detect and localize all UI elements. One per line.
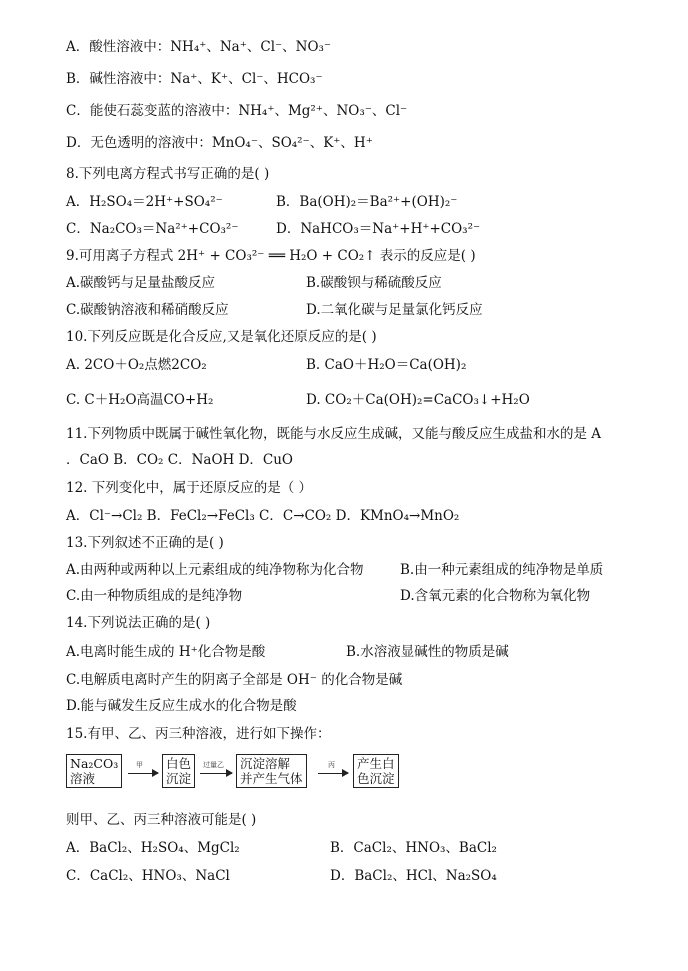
q11-stem: 11.下列物质中既属于碱性氧化物，既能与水反应生成碱，又能与酸反应生成盐和水的是 A [66, 426, 602, 442]
q8-option-d: D．NaHCO₃＝Na⁺+H⁺+CO₃²⁻ [276, 221, 481, 237]
flow-arrow2-label: 过量乙 [203, 761, 224, 769]
flow-box4-line1: 产生白 [357, 756, 395, 771]
flow-box3-line2: 并产生气体 [240, 771, 303, 786]
q11-options: ．CaO B．CO₂ C．NaOH D．CuO [66, 452, 293, 468]
q9-option-b: B.碳酸钡与稀硫酸反应 [306, 275, 442, 291]
q15-question: 则甲、乙、丙三种溶液可能是( ) [66, 812, 257, 828]
flow-arrow3-label: 丙 [328, 761, 335, 769]
flow-box-dissolve-gas [236, 754, 307, 788]
q15-flowchart [66, 750, 406, 798]
flow-box2-line1: 白色 [166, 756, 192, 771]
flow-arrow-1 [128, 773, 158, 774]
flow-box-white-precipitate-2 [353, 754, 399, 788]
flow-arrow1-label: 甲 [136, 761, 143, 769]
flow-box1-line2: 溶液 [70, 771, 96, 786]
q13-option-c: C.由一种物质组成的是纯净物 [66, 588, 243, 604]
q15-option-b: B．CaCl₂、HNO₃、BaCl₂ [330, 840, 497, 856]
flow-box-na2co3 [66, 754, 122, 788]
flow-box1-line1: Na₂CO₃ [70, 756, 119, 771]
q9-option-c: C.碳酸钠溶液和稀硝酸反应 [66, 302, 229, 318]
q8-option-c: C．Na₂CO₃＝Na²⁺+CO₃²⁻ [66, 221, 239, 237]
q9-option-d: D.二氧化碳与足量氯化钙反应 [306, 302, 483, 318]
flow-box4-line2: 色沉淀 [357, 771, 395, 786]
flow-box2-line2: 沉淀 [166, 771, 192, 786]
q13-stem: 13.下列叙述不正确的是( ) [66, 535, 224, 551]
q14-option-d: D.能与碱发生反应生成水的化合物是酸 [66, 698, 297, 714]
q10-option-b: B. CaO＋H₂O＝Ca(OH)₂ [306, 357, 467, 373]
q8-option-b: B．Ba(OH)₂＝Ba²⁺+(OH)₂⁻ [276, 194, 458, 210]
q13-option-d: D.含氧元素的化合物称为氧化物 [400, 588, 591, 604]
q7-option-a: A．酸性溶液中：NH₄⁺、Na⁺、Cl⁻、NO₃⁻ [66, 39, 332, 55]
q10-option-a: A. 2CO＋O₂点燃2CO₂ [66, 357, 207, 373]
flow-arrow-3 [318, 773, 348, 774]
flow-box3-line1: 沉淀溶解 [240, 756, 291, 771]
q9-stem: 9.可用离子方程式 2H⁺ + CO₃²⁻ ══ H₂O + CO₂↑ 表示的反应是( ) [66, 248, 476, 264]
q14-stem: 14.下列说法正确的是( ) [66, 615, 211, 631]
q7-option-c: C．能使石蕊变蓝的溶液中：NH₄⁺、Mg²⁺、NO₃⁻、Cl⁻ [66, 103, 408, 119]
q10-option-d: D. CO₂＋Ca(OH)₂=CaCO₃↓+H₂O [306, 392, 530, 408]
q12-stem: 12. 下列变化中，属于还原反应的是（ ） [66, 480, 313, 496]
q15-option-c: C．CaCl₂、HNO₃、NaCl [66, 868, 230, 884]
q10-stem: 10.下列反应既是化合反应,又是氧化还原反应的是( ) [66, 329, 377, 345]
q7-option-b: B．碱性溶液中：Na⁺、K⁺、Cl⁻、HCO₃⁻ [66, 71, 323, 87]
q8-option-a: A．H₂SO₄＝2H⁺+SO₄²⁻ [66, 194, 223, 210]
q9-option-a: A.碳酸钙与足量盐酸反应 [66, 275, 216, 291]
q13-option-b: B.由一种元素组成的纯净物是单质 [400, 562, 604, 578]
q15-stem: 15.有甲、乙、丙三种溶液，进行如下操作： [66, 726, 331, 742]
flow-box-white-precipitate [162, 754, 195, 788]
q14-option-b: B.水溶液显碱性的物质是碱 [346, 644, 509, 660]
q15-option-d: D．BaCl₂、HCl、Na₂SO₄ [330, 868, 497, 884]
q13-option-a: A.由两种或两种以上元素组成的纯净物称为化合物 [66, 562, 364, 578]
q10-option-c: C. C＋H₂O高温CO+H₂ [66, 392, 214, 408]
flow-arrow-2 [200, 773, 232, 774]
q8-stem: 8.下列电离方程式书写正确的是( ) [66, 166, 270, 182]
q12-options: A．Cl⁻→Cl₂ B．FeCl₂→FeCl₃ C．C→CO₂ D．KMnO₄→MnO₂ [66, 508, 460, 524]
q7-option-d: D．无色透明的溶液中：MnO₄⁻、SO₄²⁻、K⁺、H⁺ [66, 135, 373, 151]
q14-option-a: A.电离时能生成的 H⁺化合物是酸 [66, 644, 266, 660]
q14-option-c: C.电解质电离时产生的阴离子全部是 OH⁻ 的化合物是碱 [66, 672, 403, 688]
q15-option-a: A．BaCl₂、H₂SO₄、MgCl₂ [66, 840, 240, 856]
